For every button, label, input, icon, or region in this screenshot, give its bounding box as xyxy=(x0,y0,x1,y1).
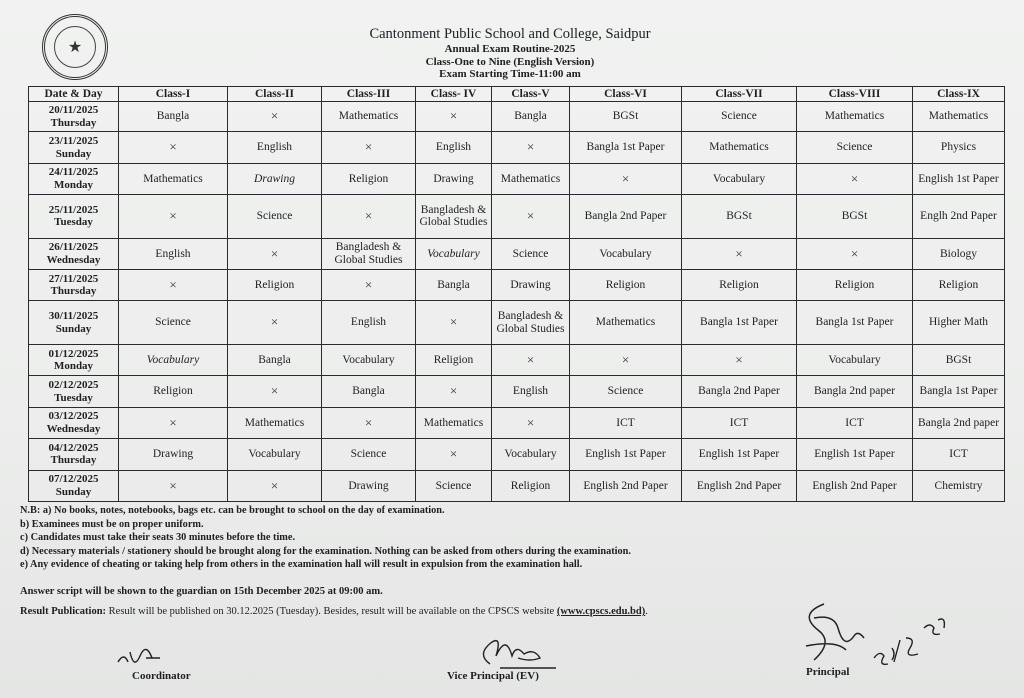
subject-cell: BGSt xyxy=(797,195,913,239)
exam-date: 25/11/2025 xyxy=(48,203,99,216)
subject-cell: Vocabulary xyxy=(416,238,492,269)
subject-cell: Mathematics xyxy=(913,102,1005,132)
subject-cell: Bangla xyxy=(416,270,492,301)
subject-cell: Religion xyxy=(119,376,228,407)
subject-cell: English 1st Paper xyxy=(797,439,913,470)
date-cell xyxy=(29,439,119,470)
subject-cell: Mathematics xyxy=(416,407,492,438)
subject-cell: × xyxy=(797,163,913,194)
subject-cell: × xyxy=(416,376,492,407)
subject-cell: Bangladesh & Global Studies xyxy=(322,238,416,269)
vice-principal-label: Vice Principal (EV) xyxy=(447,670,539,682)
column-header: Date & Day xyxy=(29,87,119,102)
date-cell xyxy=(29,102,119,132)
table-row xyxy=(29,376,1005,407)
subject-cell: Bangla 2nd Paper xyxy=(570,195,682,239)
subject-cell: ICT xyxy=(913,439,1005,470)
subject-cell: × xyxy=(119,195,228,239)
subject-cell: Vocabulary xyxy=(797,345,913,376)
class-range: Class-One to Nine (English Version) xyxy=(425,55,595,68)
exam-date: 07/12/2025 xyxy=(48,473,99,486)
table-row xyxy=(29,270,1005,301)
exam-date: 24/11/2025 xyxy=(48,166,99,179)
subject-cell: Vocabulary xyxy=(570,238,682,269)
subject-cell: × xyxy=(322,195,416,239)
table-header-row xyxy=(29,87,1005,102)
subject-cell: × xyxy=(228,470,322,501)
subject-cell: Bangla 1st Paper xyxy=(913,376,1005,407)
answer-script-notice: Answer script will be shown to the guardian on 15th December 2025 at 09:00 am. xyxy=(20,586,383,597)
subject-cell: × xyxy=(492,407,570,438)
subject-cell: English xyxy=(119,238,228,269)
table-row xyxy=(29,439,1005,470)
exam-day: Wednesday xyxy=(46,422,101,435)
subject-cell: × xyxy=(492,132,570,163)
table-row xyxy=(29,163,1005,194)
exam-day: Thursday xyxy=(50,116,97,129)
date-cell xyxy=(29,376,119,407)
subject-cell: Science xyxy=(416,470,492,501)
subject-cell: English xyxy=(228,132,322,163)
subject-cell: Science xyxy=(492,238,570,269)
subject-cell: Drawing xyxy=(119,439,228,470)
subject-cell: Bangla 2nd Paper xyxy=(682,376,797,407)
exam-day: Thursday xyxy=(50,285,97,298)
subject-cell: × xyxy=(228,238,322,269)
exam-day: Sunday xyxy=(55,147,92,160)
table-row xyxy=(29,407,1005,438)
subject-cell: Mathematics xyxy=(119,163,228,194)
subject-cell: × xyxy=(228,301,322,345)
subject-cell: × xyxy=(797,238,913,269)
date-cell xyxy=(29,301,119,345)
column-header: Class-VI xyxy=(570,87,682,102)
subject-cell: Religion xyxy=(682,270,797,301)
subject-cell: × xyxy=(228,102,322,132)
subject-cell: English 2nd Paper xyxy=(682,470,797,501)
column-header: Class-III xyxy=(322,87,416,102)
subject-cell: Engl​h 2nd Paper xyxy=(913,195,1005,239)
subject-cell: Religion xyxy=(492,470,570,501)
subject-cell: Bangla xyxy=(228,345,322,376)
document-header xyxy=(300,26,720,81)
exam-date: 20/11/2025 xyxy=(48,104,99,117)
subject-cell: Drawing xyxy=(228,163,322,194)
subject-cell: × xyxy=(570,345,682,376)
subject-cell: Science xyxy=(682,102,797,132)
column-header: Class-II xyxy=(228,87,322,102)
note-item: e) Any evidence of cheating or taking help from others in the examination hall will result in expulsion from the examination hall. xyxy=(20,559,583,570)
subject-cell: Bangla 2nd paper xyxy=(913,407,1005,438)
subject-cell: Bangla xyxy=(119,102,228,132)
subject-cell: Religion xyxy=(416,345,492,376)
subject-cell: English xyxy=(492,376,570,407)
exam-date: 04/12/2025 xyxy=(48,441,99,454)
table-row xyxy=(29,345,1005,376)
exam-time: Exam Starting Time-11:00 am xyxy=(439,68,581,80)
table-row xyxy=(29,238,1005,269)
subject-cell: Bangla xyxy=(492,102,570,132)
subject-cell: Drawing xyxy=(322,470,416,501)
subject-cell: Bangla 1st Paper xyxy=(682,301,797,345)
subject-cell: English xyxy=(416,132,492,163)
exam-routine-table xyxy=(28,86,1005,502)
result-publication xyxy=(20,606,648,617)
subject-cell: Mathematics xyxy=(797,102,913,132)
exam-date: 02/12/2025 xyxy=(48,379,99,392)
subject-cell: × xyxy=(492,195,570,239)
subject-cell: English 1st Paper xyxy=(570,439,682,470)
subject-cell: × xyxy=(322,407,416,438)
column-header: Class-I xyxy=(119,87,228,102)
table-row xyxy=(29,195,1005,239)
vice-principal-signature xyxy=(470,634,570,672)
date-cell xyxy=(29,195,119,239)
subject-cell: Mathematics xyxy=(570,301,682,345)
subject-cell: Religion xyxy=(228,270,322,301)
subject-cell: English 2nd Paper xyxy=(797,470,913,501)
principal-label: Principal xyxy=(806,666,850,678)
date-cell xyxy=(29,270,119,301)
coordinator-signature xyxy=(112,640,172,674)
subject-cell: Vocabulary xyxy=(119,345,228,376)
note-item: b) Examinees must be on proper uniform. xyxy=(20,518,204,530)
principal-signature xyxy=(796,598,956,676)
subject-cell: × xyxy=(119,270,228,301)
exam-date: 27/11/2025 xyxy=(48,272,99,285)
subject-cell: Science xyxy=(322,439,416,470)
subject-cell: ICT xyxy=(570,407,682,438)
table-row xyxy=(29,102,1005,132)
result-text: Result will be published on 30.12.2025 (Tuesday). Besides, result will be available on the CPSCS website xyxy=(106,606,557,617)
subject-cell: Mathematics xyxy=(322,102,416,132)
table-row xyxy=(29,132,1005,163)
subject-cell: Vocabulary xyxy=(322,345,416,376)
subject-cell: × xyxy=(322,132,416,163)
subject-cell: English xyxy=(322,301,416,345)
exam-date: 01/12/2025 xyxy=(48,347,99,360)
subject-cell: ICT xyxy=(682,407,797,438)
subject-cell: Bangladesh & Global Studies xyxy=(416,195,492,239)
subject-cell: English 1st Paper xyxy=(913,163,1005,194)
subject-cell: Drawing xyxy=(492,270,570,301)
subject-cell: Science xyxy=(570,376,682,407)
column-header: Class-VIII xyxy=(797,87,913,102)
subject-cell: Higher Math xyxy=(913,301,1005,345)
subject-cell: Drawing xyxy=(416,163,492,194)
exam-day: Thursday xyxy=(50,454,97,467)
exam-day: Monday xyxy=(53,360,94,373)
subject-cell: Religion xyxy=(570,270,682,301)
subject-cell: Vocabulary xyxy=(228,439,322,470)
subject-cell: Science xyxy=(797,132,913,163)
subject-cell: BGSt xyxy=(913,345,1005,376)
subject-cell: Mathematics xyxy=(228,407,322,438)
exam-date: 26/11/2025 xyxy=(48,241,99,254)
subject-cell: Religion xyxy=(913,270,1005,301)
subject-cell: Religion xyxy=(797,270,913,301)
date-cell xyxy=(29,470,119,501)
routine-title: Annual Exam Routine-2025 xyxy=(444,43,576,55)
subject-cell: Mathematics xyxy=(682,132,797,163)
exam-date: 23/11/2025 xyxy=(48,135,99,148)
column-header: Class-V xyxy=(492,87,570,102)
date-cell xyxy=(29,163,119,194)
subject-cell: × xyxy=(228,376,322,407)
subject-cell: × xyxy=(119,470,228,501)
subject-cell: × xyxy=(570,163,682,194)
subject-cell: × xyxy=(492,345,570,376)
subject-cell: × xyxy=(416,102,492,132)
table-row xyxy=(29,301,1005,345)
subject-cell: × xyxy=(682,238,797,269)
exam-date: 30/11/2025 xyxy=(48,310,99,323)
exam-day: Sunday xyxy=(55,322,92,335)
result-label: Result Publication: xyxy=(20,606,107,617)
school-name: Cantonment Public School and College, Saidpur xyxy=(369,26,651,42)
subject-cell: Bangla 1st Paper xyxy=(797,301,913,345)
exam-day: Tuesday xyxy=(54,391,93,404)
note-item: N.B: a) No books, notes, notebooks, bags etc. can be brought to school on the day of examination. xyxy=(20,505,445,516)
column-header: Class-IX xyxy=(913,87,1005,102)
subject-cell: Mathematics xyxy=(492,163,570,194)
school-logo-icon: ★ xyxy=(42,14,108,80)
result-end: . xyxy=(645,606,648,617)
subject-cell: Bangla 2nd paper xyxy=(797,376,913,407)
subject-cell: × xyxy=(416,301,492,345)
subject-cell: Science xyxy=(119,301,228,345)
exam-day: Tuesday xyxy=(54,216,93,229)
subject-cell: × xyxy=(416,439,492,470)
subject-cell: × xyxy=(682,345,797,376)
subject-cell: BGSt xyxy=(570,102,682,132)
date-cell xyxy=(29,132,119,163)
exam-day: Monday xyxy=(53,178,94,191)
subject-cell: BGSt xyxy=(682,195,797,239)
website-link[interactable]: (www.cpscs.edu.bd) xyxy=(556,606,646,617)
note-item: c) Candidates must take their seats 30 minutes before the time. xyxy=(20,532,296,543)
subject-cell: Biology xyxy=(913,238,1005,269)
subject-cell: Religion xyxy=(322,163,416,194)
column-header: Class-VII xyxy=(682,87,797,102)
subject-cell: × xyxy=(322,270,416,301)
date-cell xyxy=(29,238,119,269)
coordinator-label: Coordinator xyxy=(132,670,191,682)
subject-cell: Bangla 1st Paper xyxy=(570,132,682,163)
exam-day: Wednesday xyxy=(46,253,101,266)
subject-cell: Bangladesh & Global Studies xyxy=(492,301,570,345)
column-header: Class- IV xyxy=(416,87,492,102)
subject-cell: English 1st Paper xyxy=(682,439,797,470)
subject-cell: ICT xyxy=(797,407,913,438)
subject-cell: Vocabulary xyxy=(492,439,570,470)
note-item: d) Necessary materials / stationery should be brought along for the examination. Nothing can be asked from others during the examination. xyxy=(20,545,631,557)
notes-section xyxy=(20,504,1010,572)
subject-cell: × xyxy=(119,407,228,438)
subject-cell: × xyxy=(119,132,228,163)
subject-cell: Science xyxy=(228,195,322,239)
subject-cell: Vocabulary xyxy=(682,163,797,194)
exam-day: Sunday xyxy=(55,485,92,498)
subject-cell: Bangla xyxy=(322,376,416,407)
subject-cell: Chemistry xyxy=(913,470,1005,501)
date-cell xyxy=(29,407,119,438)
table-row xyxy=(29,470,1005,501)
subject-cell: Physics xyxy=(913,132,1005,163)
exam-date: 03/12/2025 xyxy=(48,410,99,423)
date-cell xyxy=(29,345,119,376)
subject-cell: English 2nd Paper xyxy=(570,470,682,501)
